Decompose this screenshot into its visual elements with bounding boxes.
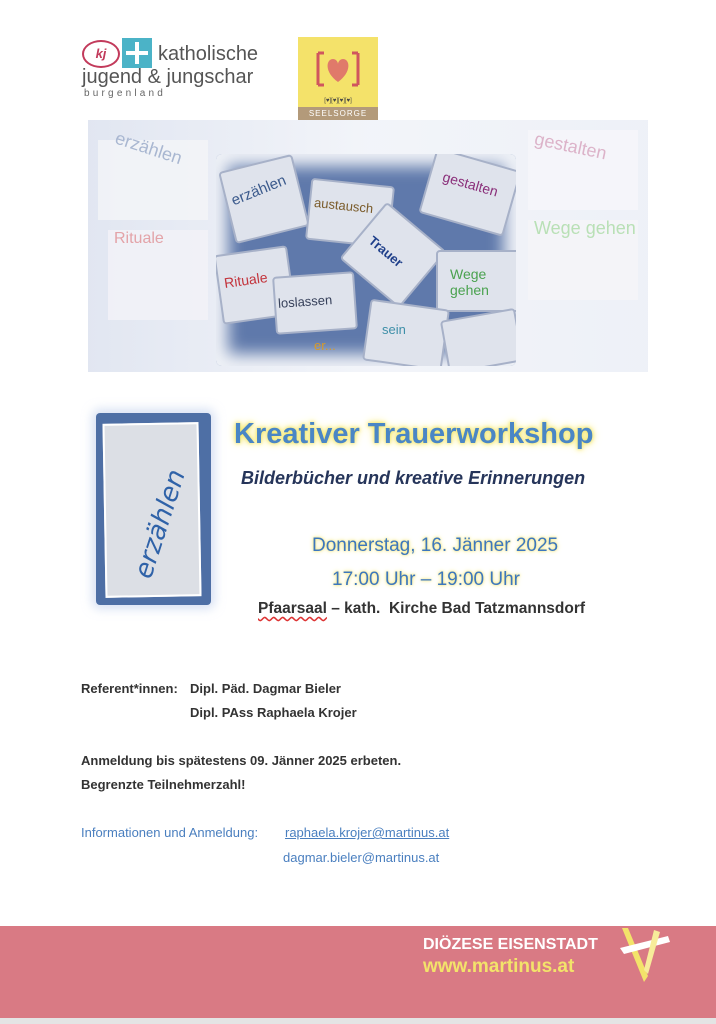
seelsorge-small-text: [♥][♥][♥][♥] — [324, 98, 352, 104]
seelsorge-label: SEELSORGE — [298, 107, 378, 120]
email-link-bieler[interactable]: dagmar.bieler@martinus.at — [283, 850, 440, 865]
hero-word-gestalten: gestalten — [440, 168, 500, 200]
puzzle-hero-image — [88, 120, 648, 372]
puzzle-piece — [418, 154, 516, 237]
hero-word-er: er... — [314, 338, 336, 353]
referent-label: Referent*innen: — [81, 681, 178, 696]
hero-word-faded-1: erzählen — [112, 127, 185, 169]
diocese-cross-icon — [614, 926, 672, 988]
side-image-word: erzählen — [128, 465, 192, 583]
seelsorge-logo — [298, 37, 378, 120]
hero-word-erzaehlen: erzählen — [228, 171, 289, 210]
referent-1: Dipl. Päd. Dagmar Bieler — [190, 681, 341, 696]
hero-word-trauer: Trauer — [365, 232, 406, 271]
kj-logo-line1: katholische — [158, 43, 259, 65]
hero-word-faded-3: gestalten — [532, 128, 609, 164]
registration-limit: Begrenzte Teilnehmerzahl! — [81, 777, 246, 792]
hero-word-rituale: Rituale — [223, 269, 269, 291]
heart-icon — [314, 49, 362, 89]
puzzle-piece — [362, 299, 450, 366]
event-place — [258, 600, 585, 618]
hero-word-faded-4: Wege gehen — [534, 218, 636, 238]
kj-logo-line2: jugend & jungschar — [82, 66, 254, 88]
event-place-word: Pfaarsaal — [258, 600, 327, 617]
hero-word-austausch: austausch — [313, 194, 374, 217]
footer-org-name: DIÖZESE EISENSTADT — [423, 936, 598, 953]
puzzle-photo — [216, 154, 516, 366]
event-date: Donnerstag, 16. Jänner 2025 — [312, 535, 559, 556]
referent-2: Dipl. PAss Raphaela Krojer — [190, 705, 357, 720]
footer-url[interactable]: www.martinus.at — [423, 956, 575, 977]
hero-word-faded-2: Rituale — [114, 230, 164, 247]
kj-cross-icon — [122, 38, 152, 68]
email-link-krojer[interactable]: raphaela.krojer@martinus.at — [285, 825, 450, 840]
footer-banner — [0, 926, 716, 1018]
hero-word-wege: Wege gehen — [450, 266, 489, 298]
puzzle-piece — [440, 308, 516, 366]
info-label: Informationen und Anmeldung: — [81, 825, 259, 840]
bottom-strip — [0, 1018, 716, 1024]
registration-deadline: Anmeldung bis spätestens 09. Jänner 2025 erbeten. — [81, 753, 402, 768]
erzaehlen-puzzle-image — [96, 413, 211, 605]
event-subtitle: Bilderbücher und kreative Erinnerungen — [241, 468, 586, 488]
kj-logo-line3: burgenland — [84, 88, 167, 99]
event-time: 17:00 Uhr – 19:00 Uhr — [332, 569, 521, 590]
event-place-rest: – kath. Kirche Bad Tatzmannsdorf — [326, 600, 586, 617]
hero-word-sein: sein — [382, 322, 406, 337]
hero-word-loslassen: loslassen — [277, 292, 333, 311]
kj-logo-badge: kj — [82, 40, 120, 68]
event-title: Kreativer Trauerworkshop — [234, 418, 594, 450]
